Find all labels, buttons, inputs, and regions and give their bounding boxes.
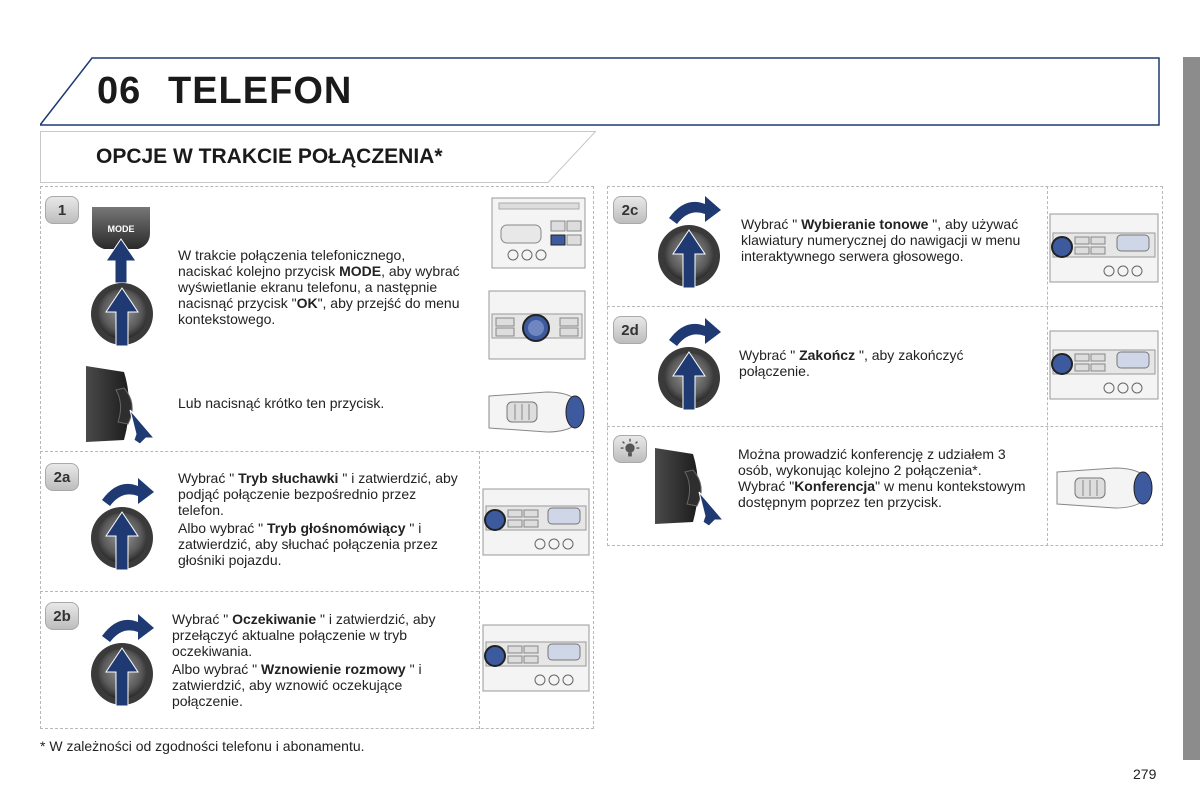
text-part: Albo wybrać "	[172, 661, 262, 677]
step-1-alt-text: Lub nacisnąć krótko ten przycisk.	[178, 395, 385, 411]
text-part: ", aby przejść do menu kontekstowego.	[178, 295, 460, 327]
radio-panel-illustration	[482, 488, 590, 556]
divider	[40, 591, 594, 592]
tip-text	[738, 446, 1028, 510]
mode-button-label: MODE	[107, 224, 135, 234]
mode-button-icon	[90, 205, 152, 285]
text-part: , aby wybrać wyświetlanie ekranu telefonu, a następnie nacisnąć przycisk "	[178, 263, 460, 311]
text-part: " i zatwierdzić, aby wznowić oczekujące połączenie.	[172, 661, 422, 709]
text-part: Wybrać "	[178, 470, 239, 486]
lightbulb-icon	[613, 435, 647, 463]
text-part: Można prowadzić konferencję z udziałem 3 osób, wykonując kolejno 2 połączenia*. Wybrać "	[738, 446, 1006, 494]
text-part: W trakcie połączenia telefonicznego, naciskać kolejno przycisk	[178, 247, 406, 279]
text-part: Wybrać "	[739, 347, 800, 363]
knob-rotate-press-icon	[655, 316, 725, 416]
section-title: OPCJE W TRAKCIE POŁĄCZENIA*	[96, 145, 443, 168]
text-part: " i zatwierdzić, aby słuchać połączenia przez głośniki pojazdu.	[178, 520, 438, 568]
radio-panel-illustration	[482, 624, 590, 692]
chapter-number: 06	[97, 70, 142, 112]
step-badge-2a: 2a	[45, 463, 79, 491]
steering-column-illustration	[1055, 462, 1155, 514]
radio-ok-button-illustration	[488, 290, 586, 360]
steering-switch-icon	[84, 364, 156, 444]
keyword: Oczekiwanie	[232, 611, 317, 627]
footnote: * W zależności od zgodności telefonu i abonamentu.	[40, 738, 365, 754]
step-badge-1: 1	[45, 196, 79, 224]
keyword: Konferencja	[794, 478, 876, 494]
chapter-title: TELEFON	[168, 70, 353, 112]
text-part: " w menu kontekstowym dostępnym poprzez ten przycisk.	[738, 478, 1026, 510]
step-2a-text	[178, 470, 463, 568]
radio-panel-illustration	[1049, 213, 1159, 283]
knob-rotate-press-icon	[88, 476, 158, 576]
step-2b-text	[172, 611, 462, 709]
text-part: " i zatwierdzić, aby przełączyć aktualne połączenie w tryb oczekiwania.	[172, 611, 436, 659]
step-badge-2b: 2b	[45, 602, 79, 630]
step-2d-text	[739, 347, 1029, 379]
ok-knob-icon	[88, 280, 156, 352]
text-part: ", aby używać klawiatury numerycznej do nawigacji w menu interaktywnego serwera głosowego.	[741, 216, 1021, 264]
keyword: Wybieranie tonowe	[801, 216, 929, 232]
keyword: Zakończ	[799, 347, 856, 363]
page-number: 279	[1133, 766, 1157, 782]
divider	[607, 306, 1163, 307]
mode-keyword: MODE	[339, 263, 382, 279]
knob-rotate-press-icon	[88, 612, 158, 712]
text-part: " i zatwierdzić, aby podjąć połączenie bezpośrednio przez telefon.	[178, 470, 458, 518]
divider	[607, 426, 1163, 427]
radio-panel-illustration	[1049, 330, 1159, 400]
radio-unit-illustration	[491, 197, 586, 269]
ok-keyword: OK	[296, 295, 318, 311]
step-1-text	[178, 247, 463, 327]
text-part: Albo wybrać "	[178, 520, 268, 536]
knob-rotate-press-icon	[655, 194, 725, 294]
text-part: Wybrać "	[172, 611, 233, 627]
divider	[40, 451, 594, 452]
step-badge-2d: 2d	[613, 316, 647, 344]
keyword: Tryb słuchawki	[238, 470, 339, 486]
divider	[479, 451, 480, 729]
side-tab	[1183, 57, 1200, 760]
steering-column-illustration	[487, 386, 587, 438]
step-badge-2c: 2c	[613, 196, 647, 224]
divider	[1047, 186, 1048, 546]
steering-switch-icon	[653, 446, 725, 526]
text-part: Wybrać "	[741, 216, 802, 232]
text-part: ", aby zakończyć połączenie.	[739, 347, 964, 379]
keyword: Wznowienie rozmowy	[261, 661, 406, 677]
step-2c-text	[741, 216, 1031, 264]
keyword: Tryb głośnomówiący	[267, 520, 406, 536]
